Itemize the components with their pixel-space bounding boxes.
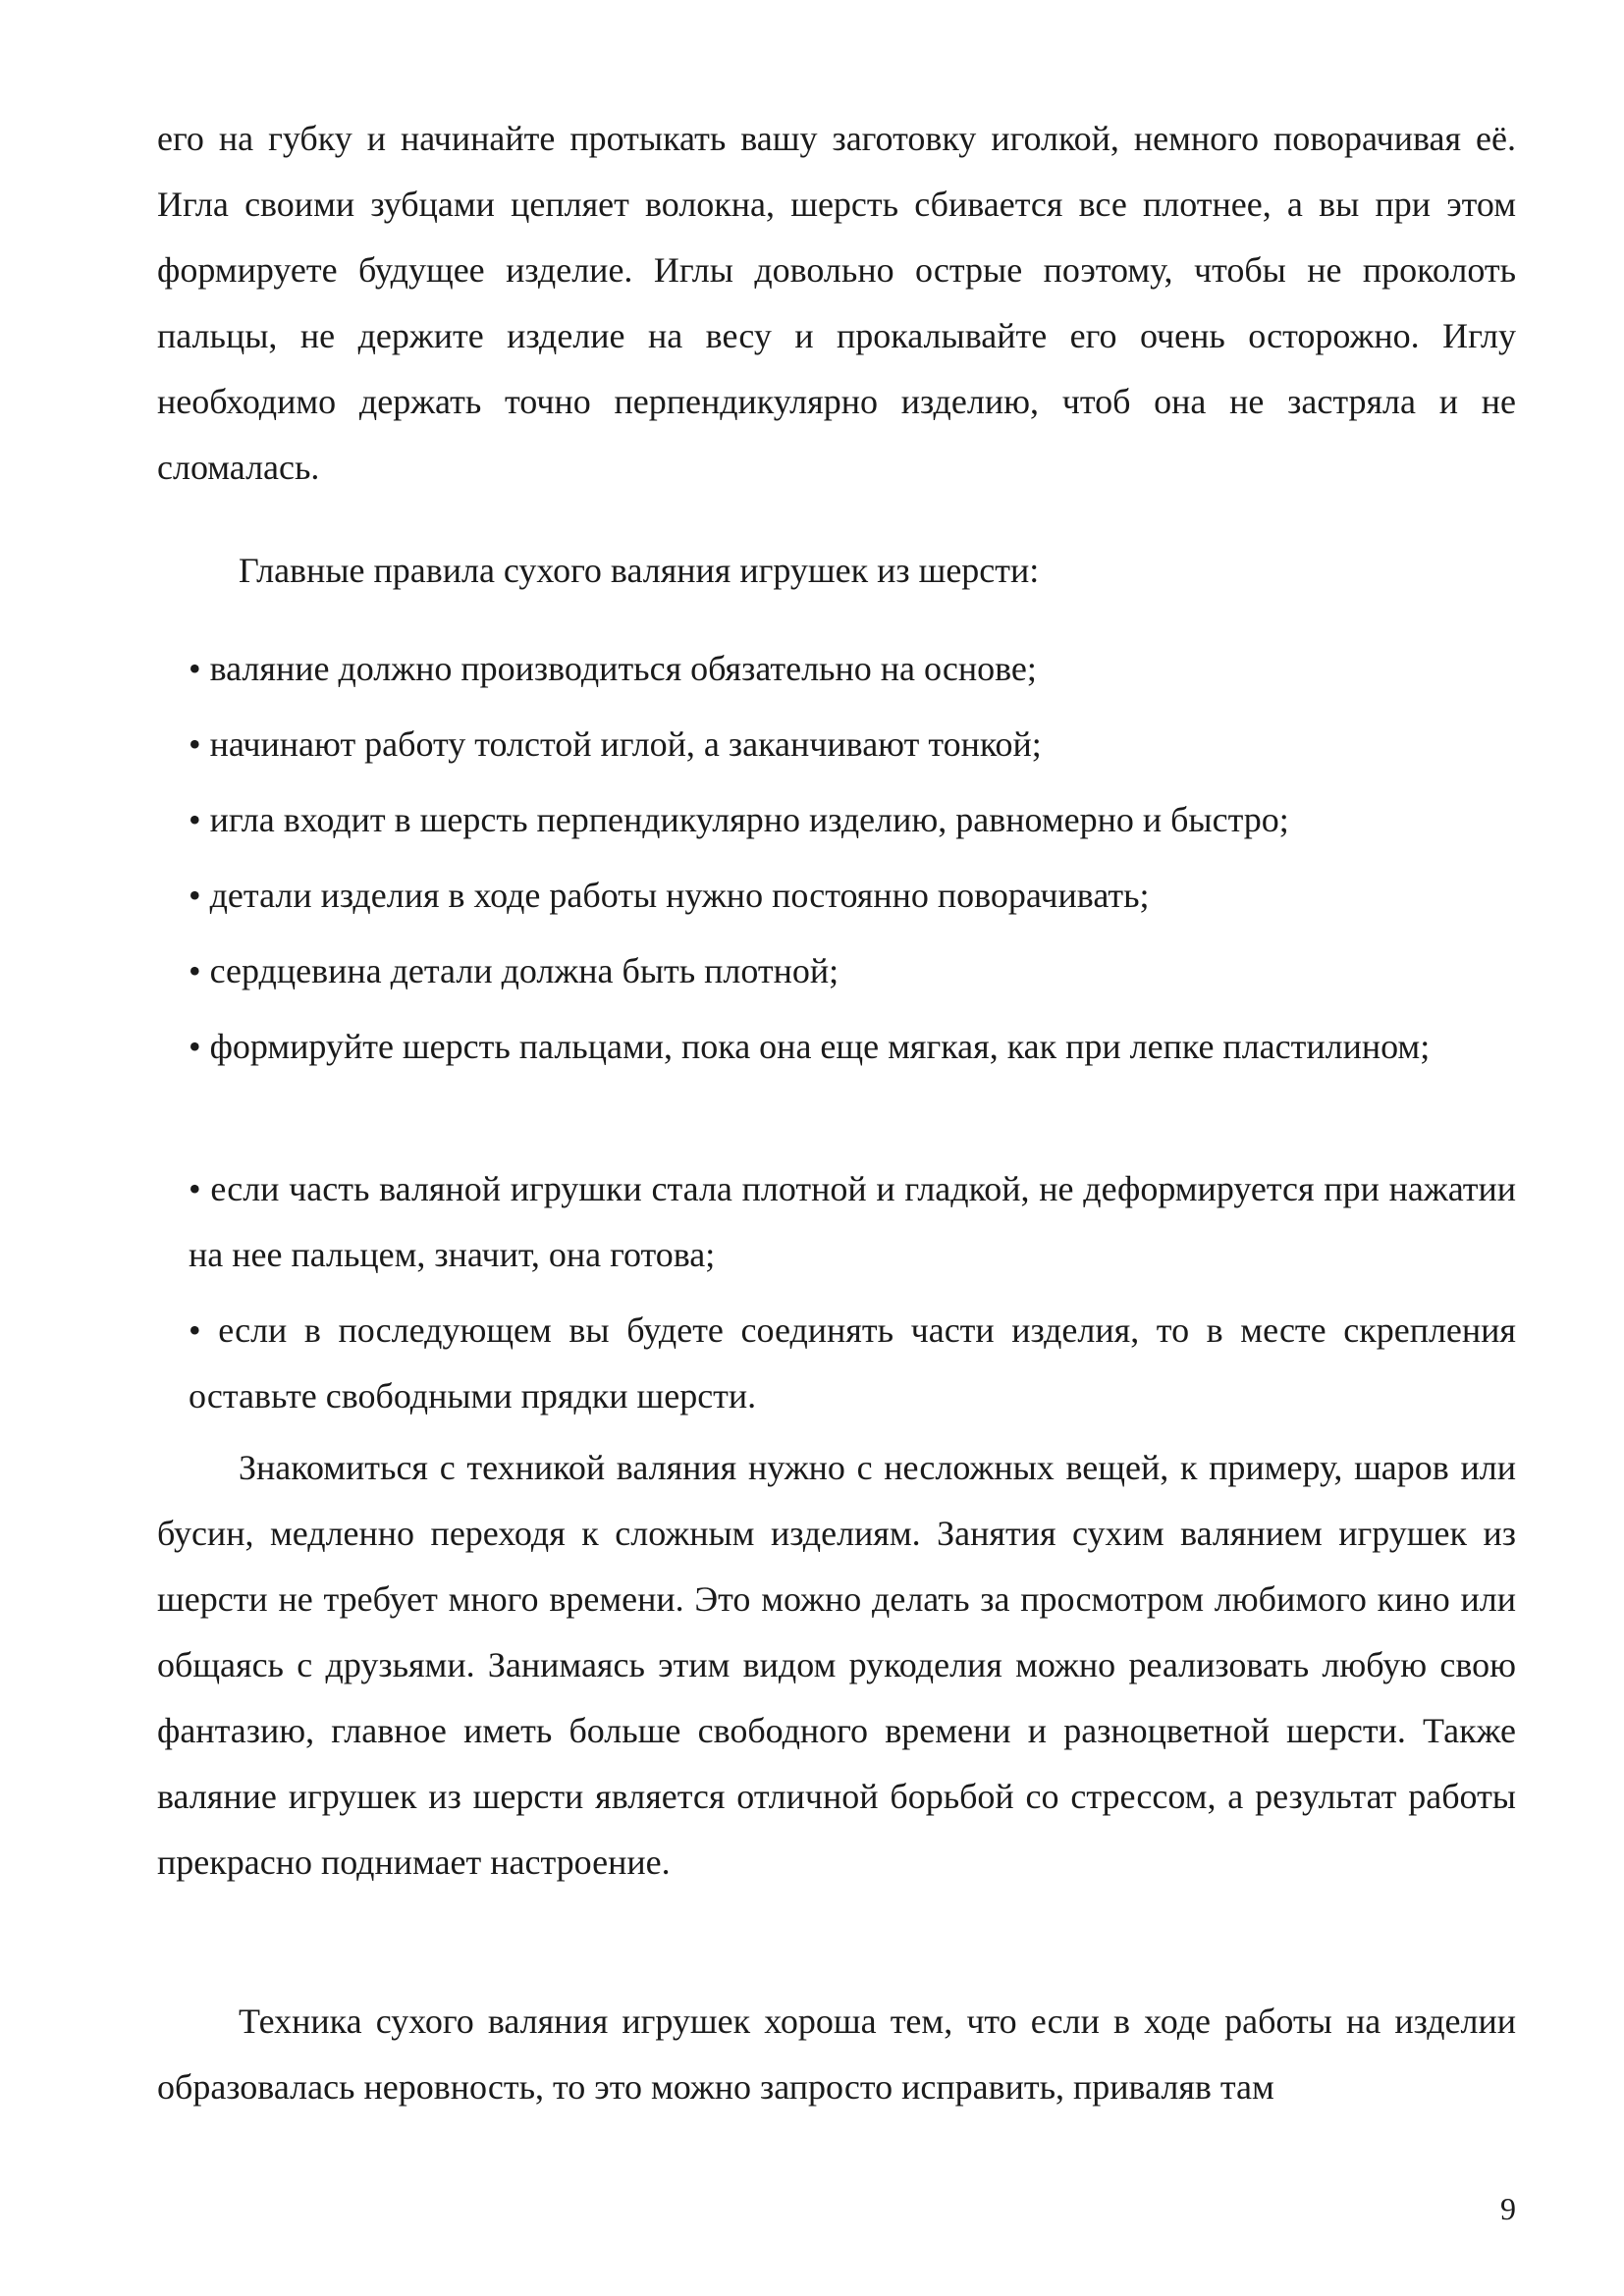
paragraph-acquaint [157,1435,1516,1896]
paragraph-acquaint-text: Знакомиться с техникой валяния нужно с несложных вещей, к примеру, шаров или бусин, медленно переходя к сложным изделиям. Занятия сухим валянием игрушек из шерсти не требует много времени. Это можно делать за просмотром любимого кино или общаясь с друзьями. Занимаясь этим видом рукоделия можно реализовать любую свою фантазию, главное иметь больше свободного времени и разноцветной шерсти. Также валяние игрушек из шерсти является отличной борьбой со стрессом, а результат работы прекрасно поднимает настроение. [157,1448,1516,1882]
paragraph-continued [157,106,1516,501]
list-item: • если в последующем вы будете соединять части изделия, то в месте скрепления оставьте свободными прядки шерсти. [189,1310,1516,1415]
paragraph-technique [157,1989,1516,2120]
paragraph-technique-text: Техника сухого валяния игрушек хороша тем, что если в ходе работы на изделии образовалась неровность, то это можно запросто исправить, приваляв там [157,2002,1516,2107]
list-item: • сердцевина детали должна быть плотной; [189,951,839,990]
list-item: • начинают работу толстой иглой, а заканчивают тонкой; [189,724,1042,764]
rules-heading: Главные правила сухого валяния игрушек из шерсти: [239,551,1040,590]
page-number: 9 [1500,2191,1516,2226]
list-item: • игла входит в шерсть перпендикулярно изделию, равномерно и быстро; [189,800,1289,839]
rules-heading-block [157,538,1516,604]
list-item: • формируйте шерсть пальцами, пока она еще мягкая, как при лепке пластилином; [189,1027,1431,1066]
list-item: • детали изделия в ходе работы нужно постоянно поворачивать; [189,876,1150,915]
list-item: • валяние должно производиться обязательно на основе; [189,649,1037,688]
paragraph-continued-text: его на губку и начинайте протыкать вашу заготовку иголкой, немного поворачивая её. Игла своими зубцами цепляет волокна, шерсть сбивается все плотнее, а вы при этом формируете будущее изделие. Иглы довольно острые поэтому, чтобы не проколоть пальцы, не держите изделие на весу и прокалывайте его очень осторожно. Иглу необходимо держать точно перпендикулярно изделию, чтоб она не застряла и не сломалась. [157,119,1516,487]
list-item: • если часть валяной игрушки стала плотной и гладкой, не деформируется при нажатии на нее пальцем, значит, она готова; [189,1169,1516,1274]
